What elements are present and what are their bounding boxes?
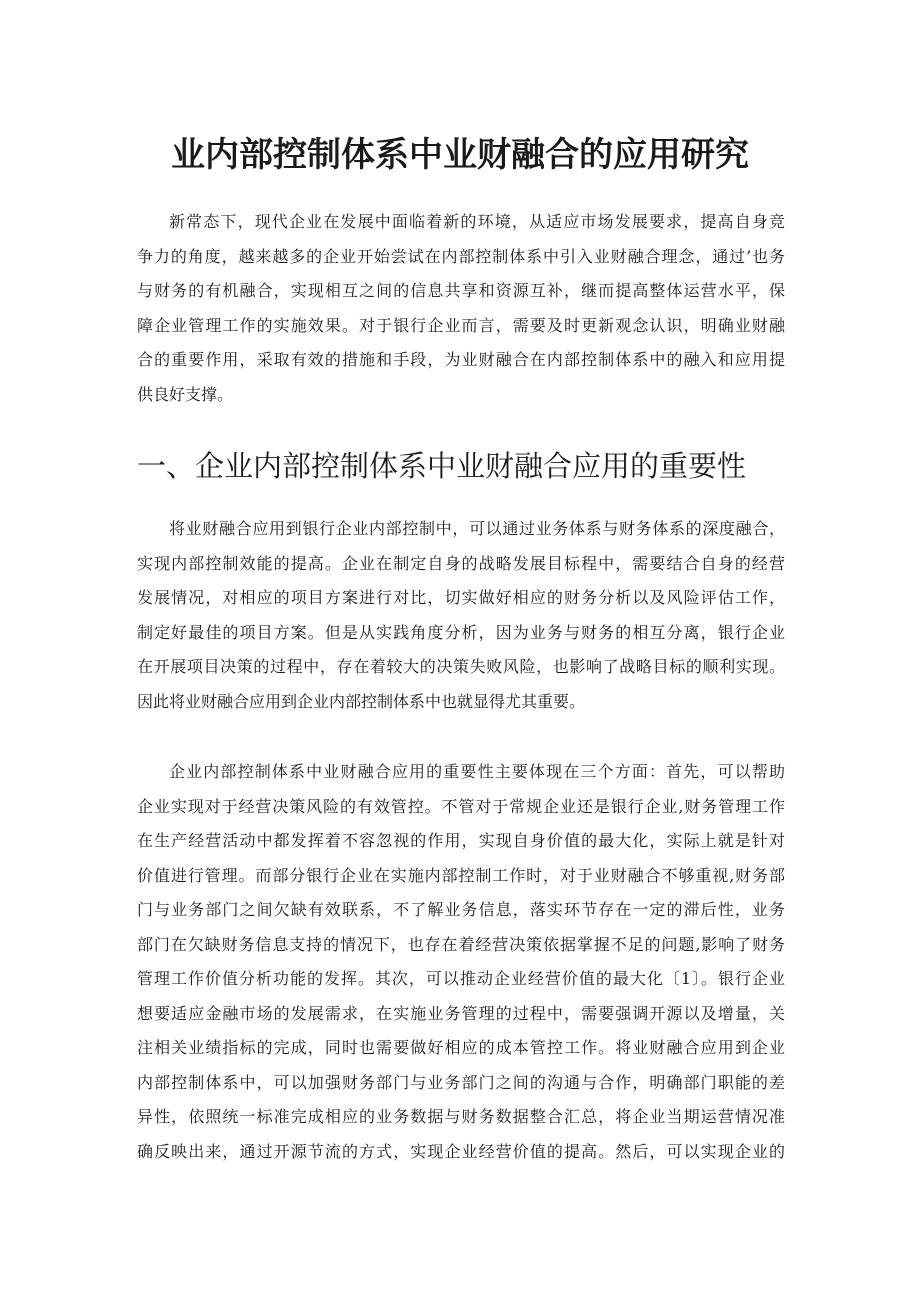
paragraph-line: 争力的角度，越来越多的企业开始尝试在内部控制体系中引入业财融合理念，通过’也务	[137, 246, 785, 266]
paragraph-line: 异性，依照统一标准完成相应的业务数据与财务数据整合汇总，将企业当期运营情况准	[137, 1107, 785, 1126]
paragraph-line: 确反映出来，通过开源节流的方式，实现企业经营价值的提高。然后，可以实现企业的	[137, 1141, 785, 1161]
paragraph-line: 将业财融合应用到银行企业内部控制中，可以通过业务体系与财务体系的深度融合，	[169, 519, 785, 538]
paragraph-line: 门与业务部门之间欠缺有效联系，不了解业务信息，落实环节存在一定的滞后性，业务	[137, 900, 785, 919]
paragraph-line: 与财务的有机融合，实现相互之间的信息共享和资源互补，继而提高整体运营水平，保	[137, 281, 785, 300]
paragraph-line: 实现内部控制效能的提高。企业在制定自身的战略发展目标程中，需要结合自身的经营	[137, 553, 785, 573]
paragraph-line: 想要适应金融市场的发展需求，在实施业务管理的过程中，需要强调开源以及增量，关	[137, 1003, 785, 1023]
paragraph-line: 因此将业财融合应用到企业内部控制体系中也就显得尤其重要。	[137, 691, 586, 711]
document-title: 业内部控制体系中业财融合的应用研究	[171, 135, 749, 175]
body-paragraph	[137, 755, 785, 1169]
paragraph-line: 合的重要作用，采取有效的措施和手段，为业财融合在内部控制体系中的融入和应用提	[137, 350, 785, 369]
paragraph-line: 制定好最佳的项目方案。但是从实践角度分析，因为业务与财务的相互分离，银行企业	[137, 622, 785, 642]
paragraph-line: 供良好支撑。	[137, 384, 234, 404]
paragraph-line: 注相关业绩指标的完成，同时也需要做好相应的成本管控工作。将业财融合应用到企业	[137, 1038, 785, 1057]
paragraph-line: 新常态下，现代企业在发展中面临着新的环境，从适应市场发展要求，提高自身竞	[169, 212, 785, 231]
body-paragraph	[137, 512, 785, 719]
paragraph-line: 在生产经营活动中都发挥着不容忽视的作用，实现自身价值的最大化，实际上就是针对	[137, 831, 785, 850]
paragraph-line: 价值进行管理。而部分银行企业在实施内部控制工作时，对于业财融合不够重视,财务部	[137, 865, 785, 885]
paragraph-line: 在开展项目决策的过程中，存在着较大的决策失败风险，也影响了战略目标的顺利实现。	[137, 657, 785, 676]
section-heading: 一、企业内部控制体系中业财融合应用的重要性	[137, 449, 747, 483]
paragraph-line: 企业实现对于经营决策风险的有效管控。不管对于常规企业还是银行企业,财务管理工作	[137, 796, 785, 816]
paragraph-line: 部门在欠缺财务信息支持的情况下，也存在着经营决策依据掌握不足的问题,影响了财务	[137, 934, 785, 954]
paragraph-line: 内部控制体系中，可以加强财务部门与业务部门之间的沟通与合作，明确部门职能的差	[137, 1072, 785, 1092]
paragraph-line: 管理工作价值分析功能的发挥。其次，可以推动企业经营价值的最大化〔1〕。银行企业	[137, 969, 785, 988]
paragraph-line: 企业内部控制体系中业财融合应用的重要性主要体现在三个方面：首先，可以帮助	[169, 762, 785, 781]
paragraph-line: 发展情况，对相应的项目方案进行对比，切实做好相应的财务分析以及风险评估工作，	[137, 588, 785, 607]
intro-paragraph	[137, 205, 785, 412]
paragraph-line: 障企业管理工作的实施效果。对于银行企业而言，需要及时更新观念认识，明确业财融	[137, 315, 785, 335]
